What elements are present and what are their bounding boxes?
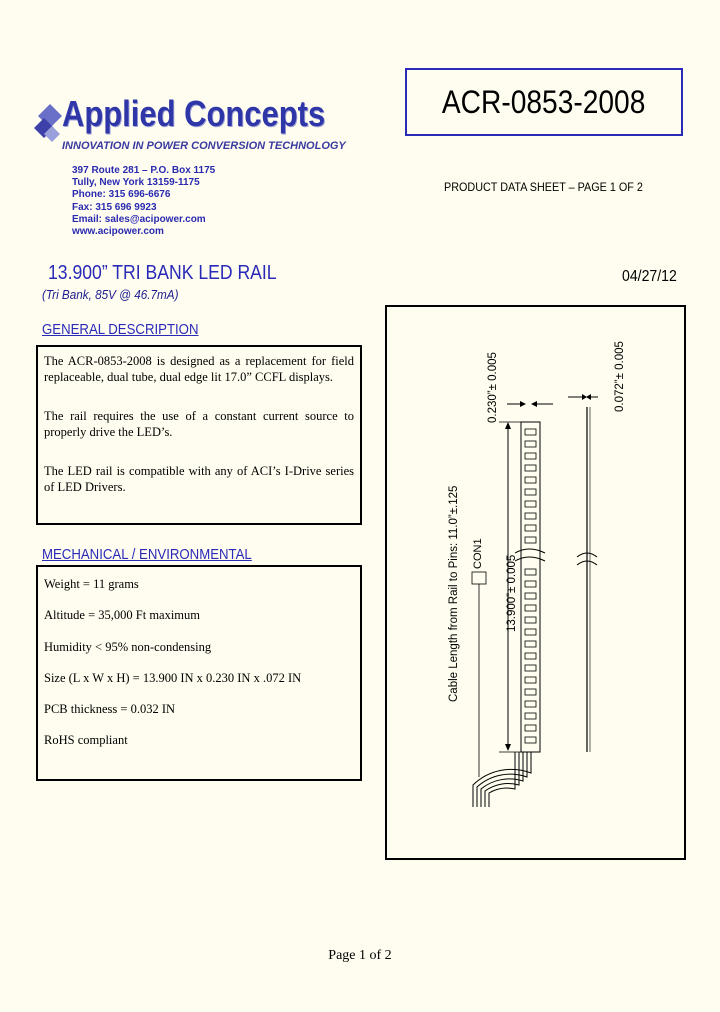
sheet-label: PRODUCT DATA SHEET – PAGE 1 OF 2 xyxy=(444,180,643,194)
connector-label: CON1 xyxy=(472,538,484,569)
email-line: Email: sales@acipower.com xyxy=(72,213,206,225)
product-title: 13.900” TRI BANK LED RAIL xyxy=(48,262,277,284)
part-number: ACR-0853-2008 xyxy=(442,83,646,120)
spec-rohs: RoHS compliant xyxy=(44,733,128,748)
address-line: Tully, New York 13159-1175 xyxy=(72,177,200,189)
spec-altitude: Altitude = 35,000 Ft maximum xyxy=(44,608,201,623)
thickness-dimension-label: 0.072”± 0.005 xyxy=(614,341,626,412)
address-line: 397 Route 281 – P.O. Box 1175 xyxy=(72,165,216,176)
part-number-box xyxy=(405,68,683,136)
dim-arrow-head xyxy=(586,394,591,400)
page-footer: Page 1 of 2 xyxy=(328,948,392,963)
width-dimension-label: 0.230”± 0.005 xyxy=(487,352,499,423)
led-row xyxy=(525,429,536,743)
description-paragraph: The rail requires the use of a constant current source to properly drive the LED’s. xyxy=(44,409,354,439)
fax-line: Fax: 315 696 9923 xyxy=(72,201,157,213)
general-description-box xyxy=(36,345,362,525)
phone-line: Phone: 315 696-6676 xyxy=(72,189,171,201)
spec-weight: Weight = 11 grams xyxy=(44,577,139,591)
company-tagline: INNOVATION IN POWER CONVERSION TECHNOLOGY xyxy=(62,140,346,152)
description-paragraph: The LED rail is compatible with any of ACI’s I-Drive series of LED Drivers. xyxy=(44,464,354,494)
website-line: www.acipower.com xyxy=(72,226,164,238)
dim-arrow-head xyxy=(520,401,526,407)
mechanical-specs-box xyxy=(36,565,362,781)
drawing-svg xyxy=(387,307,684,858)
length-dimension-label: 13.900”± 0.005 xyxy=(506,554,518,632)
cable-length-label: Cable Length from Rail to Pins: 11.0”±.125 xyxy=(448,485,460,702)
connector-body xyxy=(472,572,486,584)
description-paragraph: The ACR-0853-2008 is designed as a replacement for field replaceable, dual tube, dual edge lit 17.0” CCFL displays. xyxy=(44,354,354,384)
spec-size: Size (L x W x H) = 13.900 IN x 0.230 IN x .072 IN xyxy=(44,670,302,685)
dim-arrow-head xyxy=(505,744,511,751)
general-description-heading: GENERAL DESCRIPTION xyxy=(42,321,199,338)
spec-pcb-thickness: PCB thickness = 0.032 IN xyxy=(44,702,176,717)
spec-humidity: Humidity < 95% non-condensing xyxy=(44,639,212,654)
product-subtitle: (Tri Bank, 85V @ 46.7mA) xyxy=(42,287,179,302)
mechanical-heading: MECHANICAL / ENVIRONMENTAL xyxy=(42,546,252,563)
dim-arrow-head xyxy=(531,401,537,407)
mechanical-drawing xyxy=(385,305,686,860)
document-date: 04/27/12 xyxy=(622,268,677,285)
dim-arrow-head xyxy=(505,422,511,429)
company-address xyxy=(72,165,215,238)
company-logo-text: Applied Concepts xyxy=(62,93,326,134)
